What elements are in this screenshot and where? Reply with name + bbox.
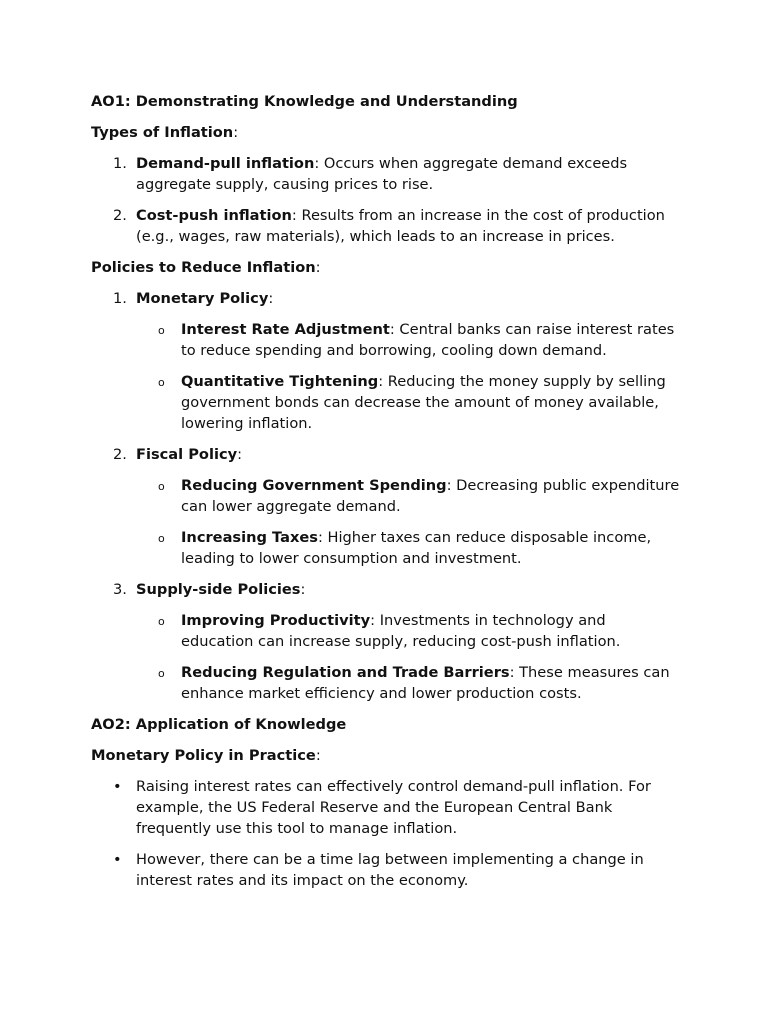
types-heading: Types of Inflation:: [91, 124, 239, 141]
monetary-practice-heading: Monetary Policy in Practice:: [91, 747, 321, 764]
sub-bullet-icon: o: [158, 667, 165, 680]
policies-heading: Policies to Reduce Inflation:: [91, 259, 321, 276]
list-number: 1.: [113, 155, 127, 172]
sub-list-item: o Reducing Government Spending: Decreasing public expenditure can lower aggregate demand.: [158, 477, 680, 515]
bullet-item: [91, 849, 681, 891]
sub-bullet-icon: o: [158, 480, 165, 493]
sub-list-item: o Reducing Regulation and Trade Barriers: These measures can enhance market efficiency and lower production costs.: [158, 664, 670, 702]
policy-name: Supply-side Policies: [136, 581, 301, 598]
term: Reducing Government Spending: [181, 477, 447, 494]
ao2-title: AO2: Application of Knowledge: [91, 716, 347, 733]
list-number: 2.: [113, 446, 127, 463]
list-item: 1. Demand-pull inflation: Occurs when aggregate demand exceeds aggregate supply, causing prices to rise.: [113, 155, 628, 193]
term: Increasing Taxes: [181, 529, 318, 546]
term: Reducing Regulation and Trade Barriers: [181, 664, 510, 681]
sub-bullet-icon: o: [158, 324, 165, 337]
sub-list-item: o Increasing Taxes: Higher taxes can reduce disposable income, leading to lower consumption and investment.: [158, 529, 652, 567]
sub-bullet-icon: o: [158, 376, 165, 389]
policy-item: 3. Supply-side Policies:: [113, 581, 306, 598]
list-number: 3.: [113, 581, 127, 598]
policy-name: Fiscal Policy: [136, 446, 238, 463]
ao1-title: AO1: Demonstrating Knowledge and Understanding: [91, 93, 518, 110]
term: Interest Rate Adjustment: [181, 321, 390, 338]
bullet-icon: •: [113, 778, 122, 795]
document-page: [91, 91, 681, 901]
list-number: 2.: [113, 207, 127, 224]
sub-list-item: o Quantitative Tightening: Reducing the money supply by selling government bonds can decrease the amount of money available, lowering inflation.: [158, 373, 666, 432]
sub-bullet-icon: o: [158, 615, 165, 628]
bullet-text: However, there can be a time lag between implementing a change in interest rates and its impact on the economy.: [136, 851, 644, 889]
term: Demand-pull inflation: [136, 155, 315, 172]
term: Cost-push inflation: [136, 207, 292, 224]
policy-item: 2. Fiscal Policy:: [113, 446, 243, 463]
bullet-icon: •: [113, 851, 122, 868]
sub-list-item: o Interest Rate Adjustment: Central banks can raise interest rates to reduce spending and borrowing, cooling down demand.: [158, 321, 675, 359]
bullet-item: [91, 776, 681, 839]
list-number: 1.: [113, 290, 127, 307]
sub-list-item: o Improving Productivity: Investments in technology and education can increase supply, reducing cost-push inflation.: [158, 612, 621, 650]
term: Improving Productivity: [181, 612, 371, 629]
bullet-text: Raising interest rates can effectively control demand-pull inflation. For example, the US Federal Reserve and the European Central Bank frequently use this tool to manage inflation.: [136, 778, 651, 837]
list-item: 2. Cost-push inflation: Results from an increase in the cost of production (e.g., wages, raw materials), which leads to an increase in prices.: [113, 207, 665, 245]
policy-item: 1. Monetary Policy:: [113, 290, 274, 307]
sub-bullet-icon: o: [158, 532, 165, 545]
term: Quantitative Tightening: [181, 373, 379, 390]
policy-name: Monetary Policy: [136, 290, 269, 307]
